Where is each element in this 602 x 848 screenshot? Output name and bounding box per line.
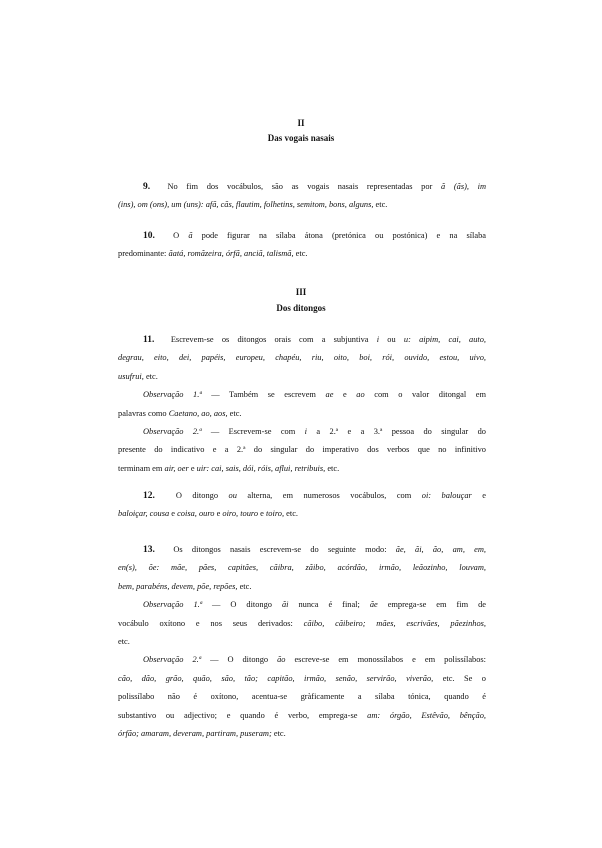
paragraph-11 bbox=[118, 331, 486, 478]
text-line bbox=[118, 541, 486, 559]
text-line bbox=[118, 227, 486, 245]
text-line: palavras como Caetano, ao, aos, etc. bbox=[118, 408, 242, 418]
text-line: substantivo ou adjectivo; e quando é verbo, emprega-se am: órgão, Estêvão, bênção, bbox=[118, 710, 486, 720]
text-line: Os ditongos nasais escrevem-se do seguinte modo: ãe, ãi, ão, am, em, bbox=[173, 545, 487, 554]
italic-run: Observação 2.ª bbox=[143, 427, 202, 437]
italic-run: u: aipim, cai, auto, bbox=[403, 335, 487, 344]
text-line: Escrevem-se os ditongos orais com a subjuntiva i ou u: aipim, cai, auto, bbox=[170, 335, 487, 344]
italic-run: degrau, eito, dei, papéis, europeu, chapéu, riu, oito, boi, rói, ouvido, estou, uivo, bbox=[118, 353, 486, 363]
italic-run: ã (ãs), im bbox=[440, 182, 487, 191]
italic-run: coisa, ouro bbox=[177, 509, 215, 519]
italic-run: cão, dão, grão, quão, são, tão; capitão, irmão, senão, servirão, viverão, bbox=[118, 673, 434, 683]
italic-run: ou bbox=[228, 491, 237, 500]
text-line: terminam em air, oer e uir: cai, sais, dói, róis, aflui, retribuis, etc. bbox=[118, 463, 340, 473]
italic-run: ao bbox=[356, 390, 365, 400]
text-line: presente do indicativo e a 2.ª do singular do imperativo dos verbos que no infinitivo bbox=[118, 445, 486, 455]
paragraph-lines bbox=[118, 245, 486, 263]
paragraph-lines bbox=[118, 505, 486, 523]
text-line: bem, parabéns, devem, põe, repões, etc. bbox=[118, 581, 252, 591]
text-line: vocábulo oxítono e nos seus derivados: cãibo, cãibeiro; mães, escrivães, pãezinhos, bbox=[118, 618, 487, 628]
text-line: O ã pode figurar na sílaba átona (pretónica ou postónica) e na sílaba bbox=[173, 231, 486, 240]
paragraph-number: 11. bbox=[143, 335, 155, 345]
observation-2 bbox=[118, 651, 486, 743]
italic-run: air, oer bbox=[164, 463, 189, 473]
italic-run: ãe bbox=[369, 600, 378, 610]
section-number: II bbox=[297, 118, 305, 128]
text-line bbox=[118, 487, 486, 505]
paragraph-12 bbox=[118, 487, 486, 524]
italic-run: am: órgão, Estêvão, bênção, bbox=[367, 710, 486, 720]
italic-run: en(s), õe: mãe, pães, capitães, cãibra, zãibo, acórdão, irmão, leãozinho, louvam, bbox=[118, 563, 486, 573]
section-title: Das vogais nasais bbox=[267, 133, 335, 143]
text-line: predominante: ãatá, romãzeira, órfã, anciã, talismã, etc. bbox=[118, 249, 308, 259]
italic-run: ã bbox=[188, 231, 193, 240]
text-line: órfão; amaram, deveram, partiram, puseram; etc. bbox=[118, 729, 286, 739]
text-line bbox=[118, 559, 486, 577]
paragraph-lines bbox=[118, 559, 486, 596]
text-line bbox=[118, 331, 486, 349]
paragraph-lines bbox=[118, 349, 486, 386]
italic-run: Observação 2.ª bbox=[143, 655, 202, 665]
section-title: Dos ditongos bbox=[276, 303, 326, 313]
text-line: Observação 2.ª — Escrevem-se com i a 2.ª e a 3.ª pessoa do singular do bbox=[143, 427, 486, 437]
italic-run: Observação 1.ª bbox=[143, 390, 202, 400]
italic-run: ae bbox=[325, 390, 334, 400]
italic-run: oiro, touro bbox=[222, 509, 259, 519]
text-line: usufrui, etc. bbox=[118, 371, 158, 381]
italic-run: (ins), om (ons), um (uns): afã, cãs, flautim, folhetins, semitom, bons, alguns, bbox=[118, 200, 374, 210]
text-line bbox=[118, 178, 486, 196]
italic-run: baloiçar, cousa bbox=[118, 509, 170, 519]
text-line: polissílabo não é oxítono, acentua-se gràficamente a sílaba tónica, quando é bbox=[118, 692, 486, 702]
text-line: Observação 1.ª — O ditongo ãi nunca é final; ãe emprega-se em fim de bbox=[143, 600, 486, 610]
paragraph-number: 9. bbox=[143, 182, 151, 192]
paragraph-10 bbox=[118, 227, 486, 264]
italic-run: toiro, bbox=[265, 509, 285, 519]
text-line: Observação 1.ª — Também se escrevem ae e ao com o valor ditongal em bbox=[143, 390, 487, 400]
italic-run: oi: balouçar bbox=[421, 491, 472, 500]
text-line bbox=[118, 349, 486, 367]
observation-1 bbox=[118, 386, 486, 423]
italic-run: ãi bbox=[281, 600, 289, 610]
paragraph-lines bbox=[118, 196, 486, 214]
section-number: III bbox=[295, 287, 307, 297]
paragraph-13 bbox=[118, 541, 486, 743]
paragraph-number: 13. bbox=[143, 545, 155, 555]
italic-run: i bbox=[304, 427, 307, 437]
italic-run: Observação 1.ª bbox=[143, 600, 203, 610]
paragraph-9 bbox=[118, 178, 486, 215]
text-line: cão, dão, grão, quão, são, tão; capitão, irmão, senão, servirão, viverão, etc. Se o bbox=[118, 673, 486, 683]
italic-run: cãibo, cãibeiro; mães, escrivães, pãezinhos, bbox=[303, 618, 487, 628]
text-line: etc. bbox=[118, 637, 130, 647]
paragraph-number: 12. bbox=[143, 491, 155, 501]
italic-run: uir: cai, sais, dói, róis, aflui, retribuis, bbox=[196, 463, 326, 473]
italic-run: Caetano, ao, aos, bbox=[168, 408, 228, 418]
italic-run: bem, parabéns, devem, põe, repões, bbox=[118, 581, 238, 591]
text-line: No fim dos vocábulos, são as vogais nasais representadas por ã (ãs), im bbox=[167, 182, 487, 191]
italic-run: i bbox=[376, 335, 380, 344]
italic-run: usufrui, bbox=[118, 371, 144, 381]
italic-run: órfão; amaram, deveram, partiram, puseram; bbox=[118, 729, 272, 739]
text-line: Observação 2.ª — O ditongo ão escreve-se em monossílabos e em polissílabos: bbox=[143, 655, 487, 665]
text-line: (ins), om (ons), um (uns): afã, cãs, flautim, folhetins, semitom, bons, alguns, etc. bbox=[118, 200, 388, 210]
observation-2 bbox=[118, 423, 486, 478]
text-line: baloiçar, cousa e coisa, ouro e oiro, touro e toiro, etc. bbox=[118, 509, 299, 519]
paragraph-number: 10. bbox=[143, 231, 155, 241]
observation-1 bbox=[118, 596, 486, 651]
italic-run: ãe, ãi, ão, am, em, bbox=[395, 545, 487, 554]
text-line: O ditongo ou alterna, em numerosos vocábulos, com oi: balouçar e bbox=[175, 491, 487, 500]
italic-run: ão bbox=[277, 655, 286, 665]
italic-run: ãatá, romãzeira, órfã, anciã, talismã, bbox=[168, 249, 294, 259]
